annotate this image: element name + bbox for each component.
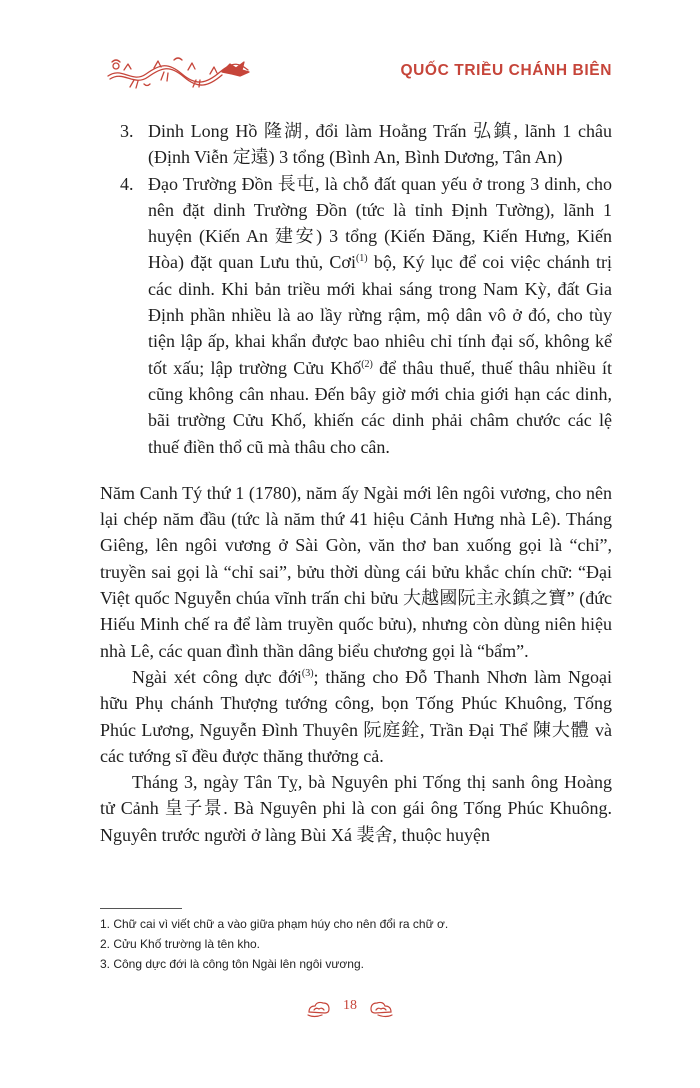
list-item-text: bộ, Ký lục để coi việc chánh trị các dinh. Khi bản triều mới khai sáng trong Nam Kỳ, đất Gia Định phần nhiều là ao lầy rừng rậm, mộ dân vô ở đó, cho tùy tiện lập ấp, khai khẩn được bao nhiêu chỉ tính đại số, không kể tốt xấu; lập trường Cửu Khố <box>148 252 612 378</box>
running-title: QUỐC TRIỀU CHÁNH BIÊN <box>400 62 612 79</box>
footnote-ref[interactable]: (3) <box>301 667 314 679</box>
paragraph: Năm Canh Tý thứ 1 (1780), năm ấy Ngài mới lên ngôi vương, cho nên lại chép năm đầu (tức là năm thứ 41 hiệu Cảnh Hưng nhà Lê). Tháng Giêng, lên ngôi vương ở Sài Gòn, văn thơ ban xuống gọi là “chỉ”, truyền sai gọi là “chỉ sai”, bửu thời dùng cái bửu khắc chín chữ: “Đại Việt quốc Nguyễn chúa vĩnh trấn chi bửu 大越國阮主永鎮之寶” (đức Hiếu Minh chế ra để làm truyền quốc bửu), nhưng còn dùng niên hiệu nhà Lê, các quan đình thần dâng biểu chương gọi là “bẩm”. <box>100 482 612 661</box>
paragraph-text: Ngài xét công dực đới <box>132 666 302 687</box>
list-item-number: 4. <box>120 173 134 194</box>
list-item-text: Đạo Trường Đồn 長屯, là chỗ đất quan yếu ở trong 3 dinh, cho nên đặt dinh Trường Đồn (tức là tỉnh Định Tường), lãnh 1 huyện (Kiến An 建安) 3 tổng (Kiến Đăng, Kiến Hưng, Kiến Hòa) đặt quan Lưu thủ, Cơi <box>148 173 612 273</box>
footnote: 1. Chữ cai vì viết chữ a vào giữa phạm húy cho nên đổi ra chữ ơ. <box>100 917 449 931</box>
footnotes <box>100 914 620 974</box>
footnote: 3. Công dực đới là công tôn Ngài lên ngôi vương. <box>100 957 364 971</box>
footnote-ref[interactable]: (1) <box>355 253 368 265</box>
list-item-text: để thâu thuế, thuế thâu nhiều ít cũng không cân nhau. Đến bây giờ mới chia giới hạn các dinh, bãi trường Cửu Khố, khiến các dinh phải châm chước các lệ thuế điền thổ cũ mà thâu cho cân. <box>148 357 613 457</box>
list-item <box>100 118 612 171</box>
cloud-ornament-icon <box>368 998 394 1018</box>
list-item-number: 3. <box>120 121 134 141</box>
list-item-text: Dinh Long Hồ 隆湖, đổi làm Hoằng Trấn 弘鎮, lãnh 1 châu (Định Viễn 定遠) 3 tổng (Bình An, Bình Dương, Tân An) <box>148 121 612 168</box>
administrative-list <box>100 118 612 460</box>
dragon-icon <box>104 54 252 90</box>
page-number-block <box>300 992 400 1028</box>
page-number: 18 <box>343 998 357 1013</box>
footnote: 2. Cửu Khố trường là tên kho. <box>100 937 261 951</box>
page-header <box>0 48 700 98</box>
paragraph-text: ; thăng cho Đỗ Thanh Nhơn làm Ngoại hữu Phụ chánh Thượng tướng công, bọn Tống Phúc Khuông, Tống Phúc Lương, Nguyễn Đình Thuyên 阮庭銓, Trần Đại Thể 陳大體 và các tướng sĩ đều được thăng thưởng cả. <box>100 666 613 766</box>
footnote-divider <box>100 908 182 909</box>
list-item <box>100 171 612 460</box>
main-text <box>100 118 612 848</box>
paragraph <box>100 664 612 769</box>
paragraph: Tháng 3, ngày Tân Tỵ, bà Nguyên phi Tống thị sanh ông Hoàng tử Cảnh 皇子景. Bà Nguyên phi là con gái ông Tống Phúc Khuông. Nguyên trước người ở làng Bùi Xá 裴舍, thuộc huyện <box>100 772 612 845</box>
footnote-ref[interactable]: (2) <box>361 358 373 370</box>
